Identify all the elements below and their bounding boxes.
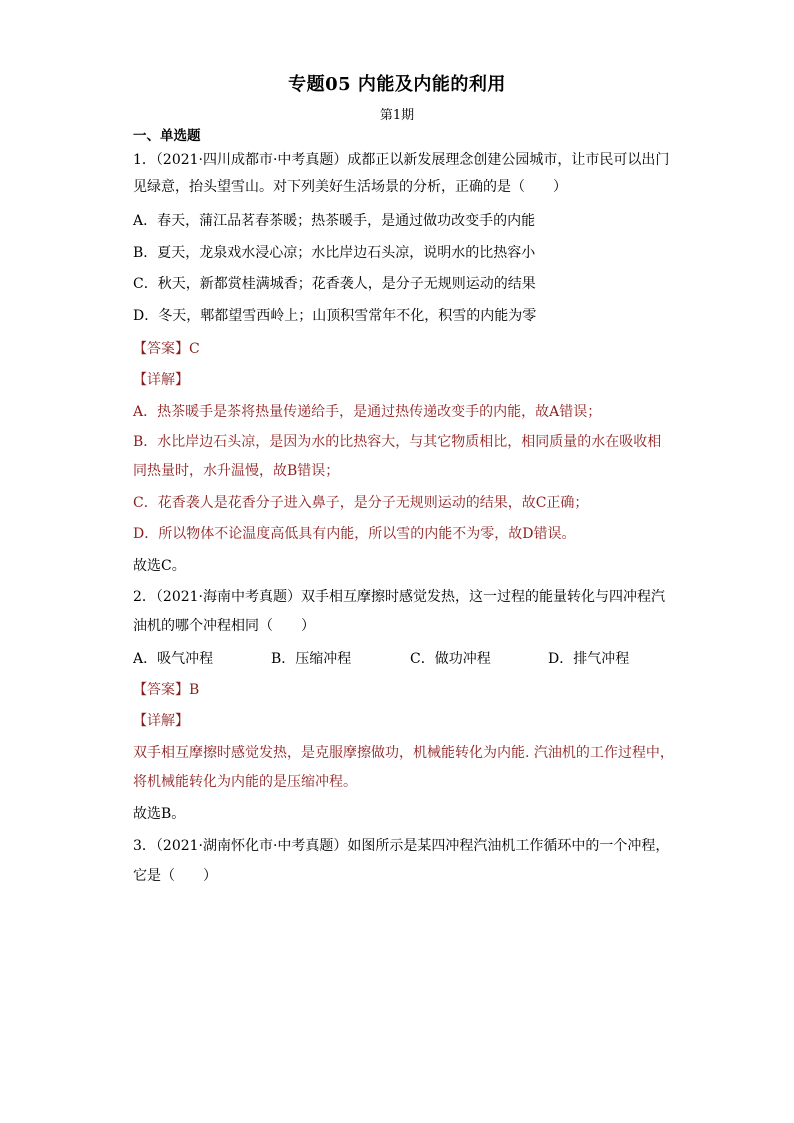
q2-option-c: C．做功冲程 [410, 651, 491, 667]
q2-stem-line-2: 油机的哪个冲程相同（ ） [133, 618, 315, 634]
section-heading: 一、单选题 [133, 128, 201, 144]
q1-option-b: B．夏天，龙泉戏水浸心凉；水比岸边石头凉，说明水的比热容小 [133, 245, 536, 261]
q1-explanation-b-line-1: B．水比岸边石头凉，是因为水的比热容大，与其它物质相比，相同质量的水在吸收相 [133, 434, 662, 450]
q2-explanation-line-2: 将机械能转化为内能的是压缩冲程。 [133, 774, 357, 790]
q2-stem-line-1: 2．（2021·海南中考真题）双手相互摩擦时感觉发热，这一过程的能量转化与四冲程汽 [133, 589, 665, 605]
q2-option-b: B．压缩冲程 [271, 651, 352, 667]
q2-answer: 【答案】B [133, 682, 200, 698]
q1-stem-line-1: 1．（2021·四川成都市·中考真题）成都正以新发展理念创建公园城市，让市民可以出门 [133, 152, 670, 168]
q1-stem-line-2: 见绿意，抬头望雪山。对下列美好生活场景的分析，正确的是（ ） [133, 179, 567, 195]
q1-detail-label: 【详解】 [133, 372, 189, 388]
q1-explanation-c: C．花香袭人是花香分子进入鼻子，是分子无规则运动的结果，故C正确； [133, 495, 589, 511]
q1-explanation-b-line-2: 同热量时，水升温慢，故B错误； [133, 463, 340, 479]
q1-explanation-a: A．热茶暖手是茶将热量传递给手，是通过热传递改变手的内能，故A错误； [133, 404, 602, 420]
q2-option-d: D．排气冲程 [548, 651, 630, 667]
q2-detail-label: 【详解】 [133, 713, 189, 729]
q1-option-d: D．冬天，郫都望雪西岭上；山顶积雪常年不化，积雪的内能为零 [133, 308, 537, 324]
q3-stem-line-1: 3．（2021·湖南怀化市·中考真题）如图所示是某四冲程汽油机工作循环中的一个冲程， [133, 838, 670, 854]
q2-option-a: A．吸气冲程 [133, 651, 214, 667]
q2-conclusion: 故选B。 [133, 806, 186, 822]
issue-label: 第1期 [379, 108, 415, 123]
q1-option-a: A．春天，蒲江品茗春茶暖；热茶暖手，是通过做功改变手的内能 [133, 213, 536, 229]
q1-explanation-d: D．所以物体不论温度高低具有内能，所以雪的内能不为零，故D错误。 [133, 526, 576, 542]
q3-stem-line-2: 它是（ ） [133, 868, 217, 884]
q1-conclusion: 故选C。 [133, 558, 186, 574]
q2-explanation-line-1: 双手相互摩擦时感觉发热，是克服摩擦做功，机械能转化为内能. 汽油机的工作过程中， [133, 745, 674, 761]
q1-answer: 【答案】C [133, 341, 200, 357]
q1-option-c: C．秋天，新都赏桂满城香；花香袭人，是分子无规则运动的结果 [133, 276, 536, 292]
document-title: 专题05 内能及内能的利用 [288, 74, 506, 95]
